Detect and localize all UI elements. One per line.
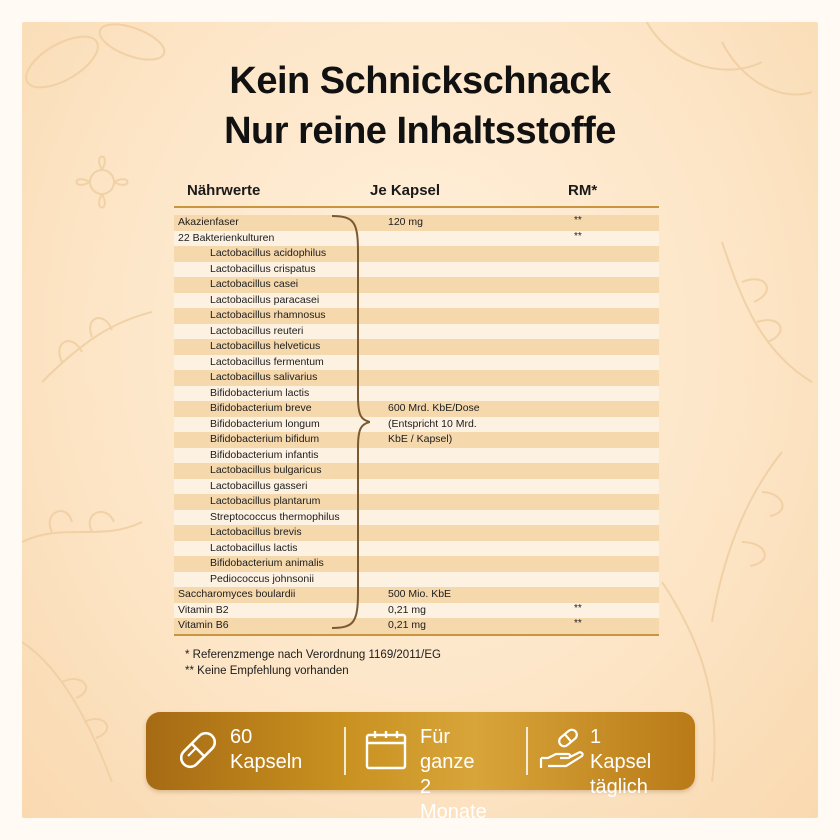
column-header-nutrients: Nährwerte xyxy=(187,182,261,199)
table-row xyxy=(174,386,659,402)
table-row xyxy=(174,618,659,634)
table-row xyxy=(174,262,659,278)
table-row xyxy=(174,308,659,324)
table-row xyxy=(174,494,659,510)
capsule-icon xyxy=(174,726,222,774)
headline-line-2: Nur reine Inhaltsstoffe xyxy=(224,110,616,152)
footnote-no-recommendation: ** Keine Empfehlung vorhanden xyxy=(185,665,349,677)
table-row xyxy=(174,587,659,603)
table-row xyxy=(174,277,659,293)
nutrient-amount: 500 Mio. KbE xyxy=(388,588,452,600)
headline-line-1: Kein Schnickschnack xyxy=(229,60,611,102)
nutrient-name: Bifidobacterium animalis xyxy=(210,557,324,569)
table-row xyxy=(174,448,659,464)
nutrient-name: Lactobacillus acidophilus xyxy=(210,247,327,259)
nutrient-name: Lactobacillus plantarum xyxy=(210,495,321,507)
table-row xyxy=(174,572,659,588)
nutrient-name: Lactobacillus fermentum xyxy=(210,355,324,368)
curly-brace-icon xyxy=(330,212,370,632)
table-row xyxy=(174,293,659,309)
feature-duration-line-2: 2 Monate xyxy=(420,776,487,818)
nutrient-name: Bifidobacterium breve xyxy=(210,402,312,414)
nutrient-name: Lactobacillus casei xyxy=(210,278,299,290)
nutrient-name: Lactobacillus reuteri xyxy=(210,324,304,337)
cultures-amount-line: (Entspricht 10 Mrd. xyxy=(388,417,477,430)
nutrient-name: Lactobacillus lactis xyxy=(210,541,298,554)
table-row xyxy=(174,215,659,231)
nutrient-name: Bifidobacterium longum xyxy=(210,417,320,430)
table-row xyxy=(174,355,659,371)
nutrient-name: Lactobacillus crispatus xyxy=(210,262,316,275)
nutrient-name: 22 Bakterienkulturen xyxy=(178,231,275,244)
footnote-reference: * Referenzmenge nach Verordnung 1169/2011/EG xyxy=(185,649,441,661)
nutrient-name: Vitamin B2 xyxy=(178,603,229,616)
table-row xyxy=(174,231,659,247)
table-row xyxy=(174,525,659,541)
hand-capsule-icon xyxy=(538,726,586,774)
feature-separator xyxy=(344,727,346,775)
cultures-amount-note xyxy=(388,401,480,448)
nutrient-name: Streptococcus thermophilus xyxy=(210,510,340,523)
nutrient-name: Bifidobacterium bifidum xyxy=(210,433,320,445)
table-row xyxy=(174,510,659,526)
nutrient-name: Bifidobacterium infantis xyxy=(210,448,319,461)
cultures-amount-line: KbE / Kapsel) xyxy=(388,433,453,446)
table-row xyxy=(174,541,659,557)
feature-duration-line-1: Für ganze xyxy=(420,726,475,773)
calendar-icon xyxy=(362,726,410,774)
nutrient-name: Saccharomyces boulardii xyxy=(178,588,296,600)
feature-separator xyxy=(526,727,528,775)
cultures-amount-line: 600 Mrd. KbE/Dose xyxy=(388,402,480,414)
nutrient-name: Akazienfaser xyxy=(178,216,239,228)
table-row xyxy=(174,246,659,262)
nutrient-name: Lactobacillus paracasei xyxy=(210,293,320,306)
reference-amount: ** xyxy=(574,230,582,242)
header-divider xyxy=(174,206,659,208)
table-row xyxy=(174,324,659,340)
feature-capsule-count-value: 60 xyxy=(230,726,253,748)
table-row xyxy=(174,370,659,386)
table-row xyxy=(174,463,659,479)
nutrient-name: Lactobacillus rhamnosus xyxy=(210,309,326,321)
nutrient-name: Pediococcus johnsonii xyxy=(210,572,314,585)
column-header-per-capsule: Je Kapsel xyxy=(370,182,441,199)
nutrient-name: Bifidobacterium lactis xyxy=(210,386,310,399)
infographic-card xyxy=(22,22,818,818)
nutrient-amount: 0,21 mg xyxy=(388,619,426,631)
table-row xyxy=(174,339,659,355)
nutrient-name: Lactobacillus gasseri xyxy=(210,479,308,492)
nutrient-amount: 0,21 mg xyxy=(388,603,426,616)
feature-capsule-count-label: Kapseln xyxy=(230,751,303,773)
nutrient-name: Vitamin B6 xyxy=(178,619,229,631)
reference-amount: ** xyxy=(574,618,582,629)
table-row xyxy=(174,556,659,572)
table-row xyxy=(174,479,659,495)
feature-dosage-line-1: 1 Kapsel xyxy=(590,726,652,773)
reference-amount: ** xyxy=(574,602,582,614)
nutrient-name: Lactobacillus brevis xyxy=(210,526,302,538)
nutrient-amount: 120 mg xyxy=(388,216,424,228)
table-bottom-divider xyxy=(174,634,659,636)
nutrient-name: Lactobacillus bulgaricus xyxy=(210,464,322,476)
reference-amount: ** xyxy=(574,215,582,226)
nutrient-name: Lactobacillus salivarius xyxy=(210,371,318,383)
feature-dosage-line-2: täglich xyxy=(590,776,648,798)
column-header-reference-amount: RM* xyxy=(568,182,598,199)
features-bar xyxy=(146,712,695,818)
nutrient-name: Lactobacillus helveticus xyxy=(210,340,321,352)
table-row xyxy=(174,603,659,619)
